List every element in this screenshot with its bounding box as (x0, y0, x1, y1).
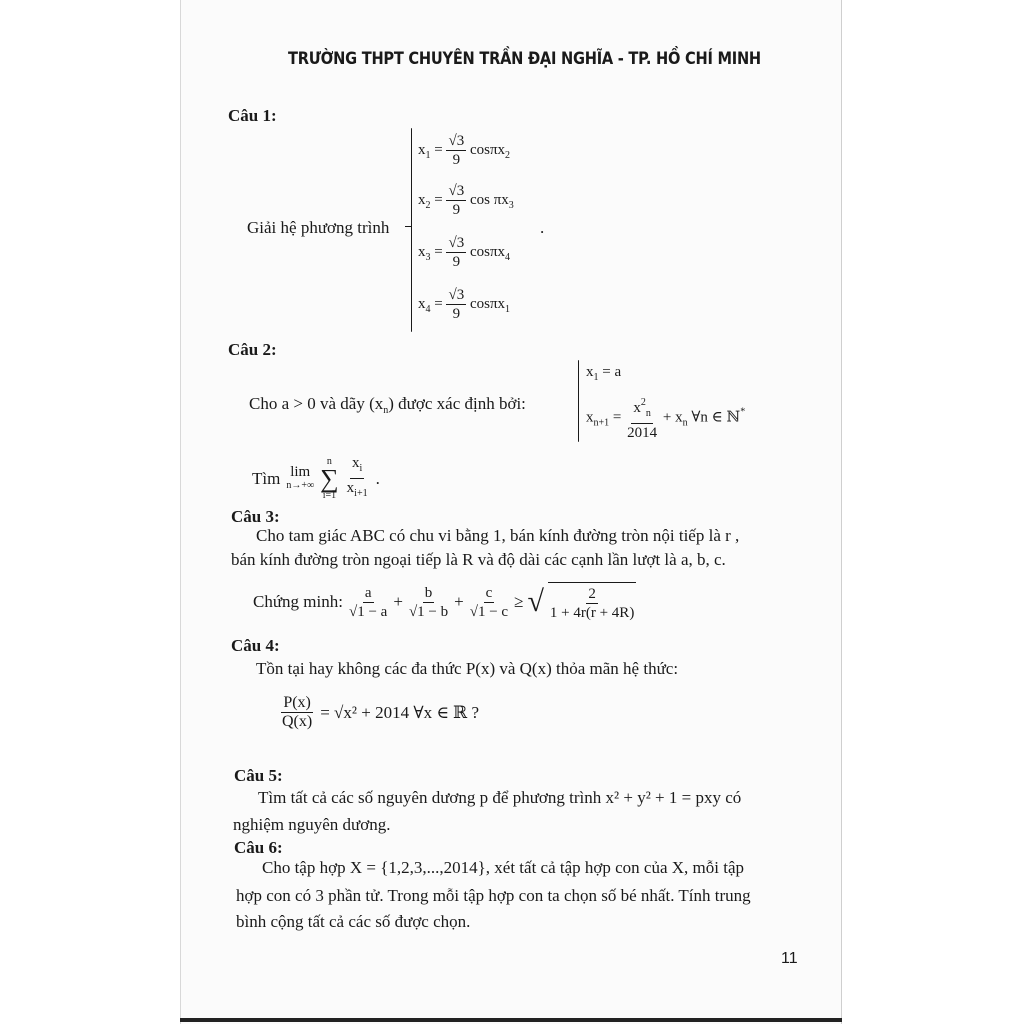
q3-inequality: Chứng minh: $\frac{a}{√1 - a}$ + $\frac{b}{√1 - b}$ + $\frac{c}{√1 - c}$ ≥ √ $\frac{2}{1 + 4r(r + 4R)}$ (253, 582, 636, 622)
q1-title: Câu 1: (228, 106, 277, 125)
q1-eq-3: $x_3$ = $\frac{√3}{9}$ cosπx$_4$ (418, 235, 511, 270)
scan-margin-left (0, 0, 180, 1024)
q1-eq-4: $x_4$ = $\frac{√3}{9}$ cosπx$_1$ (418, 287, 511, 322)
q6-line-2: hợp con có 3 phần tử. Trong mỗi tập hợp con ta chọn số bé nhất. Tính trung (236, 886, 751, 905)
q3-line-1: Cho tam giác ABC có chu vi bằng 1, bán kính đường tròn nội tiếp là r , (256, 526, 740, 545)
q1-system-brace (411, 128, 412, 332)
q1-system-brace-mid (405, 226, 411, 227)
q1-intro: Giải hệ phương trình (247, 218, 390, 237)
page-number: 11 (781, 950, 798, 967)
q2-eq-2: $x_{n+1}$ = $\frac{x^2_n}{2014}$ + $x_n$ ∀n ∈ ℕ* (586, 394, 745, 442)
q5-title: Câu 5: (234, 766, 283, 785)
q2-eq-1: $x_1 = a$ (586, 364, 622, 383)
q2-intro: Cho a > 0 và dãy $(x_n)$ được xác định bởi: (249, 394, 526, 416)
q1-end: . (540, 218, 545, 237)
q4-equation: $\frac{P(x)}{Q(x)}$ = √x² + 2014 ∀x ∈ ℝ ? (282, 694, 480, 730)
page-bottom-edge (180, 1018, 842, 1022)
q5-line-1: Tìm tất cả các số nguyên dương p để phương trình x² + y² + 1 = pxy có (258, 788, 742, 807)
q2-system-brace (578, 360, 579, 442)
q5-line-2: nghiệm nguyên dương. (233, 815, 391, 834)
q4-line-1: Tồn tại hay không các đa thức P(x) và Q(x) thỏa mãn hệ thức: (256, 659, 679, 678)
q1-eq-2: $x_2$ = $\frac{√3}{9}$ $\cos \pi x_3$ (418, 183, 514, 218)
scan-margin-right (842, 0, 1024, 1024)
q3-line-2: bán kính đường tròn ngoại tiếp là R và độ dài các cạnh lần lượt là a, b, c. (231, 550, 726, 569)
q2-find: Tìm lim n→+∞ n ∑ i=1 $\frac{x_i}{x_{i+1}}$ . (252, 455, 380, 501)
q6-line-3: bình cộng tất cả các số được chọn. (236, 912, 471, 931)
q4-title: Câu 4: (231, 636, 280, 655)
q2-title: Câu 2: (228, 340, 277, 359)
q6-title: Câu 6: (234, 838, 283, 857)
q3-title: Câu 3: (231, 507, 280, 526)
q6-line-1: Cho tập hợp X = {1,2,3,...,2014}, xét tất cả tập hợp con của X, mỗi tập (262, 858, 745, 877)
page-header: TRƯỜNG THPT CHUYÊN TRẦN ĐẠI NGHĨA - TP. HỒ CHÍ MINH (288, 49, 761, 69)
q1-eq-1: $x_1$ = $\frac{√3}{9}$ cosπx$_2$ (418, 133, 511, 168)
